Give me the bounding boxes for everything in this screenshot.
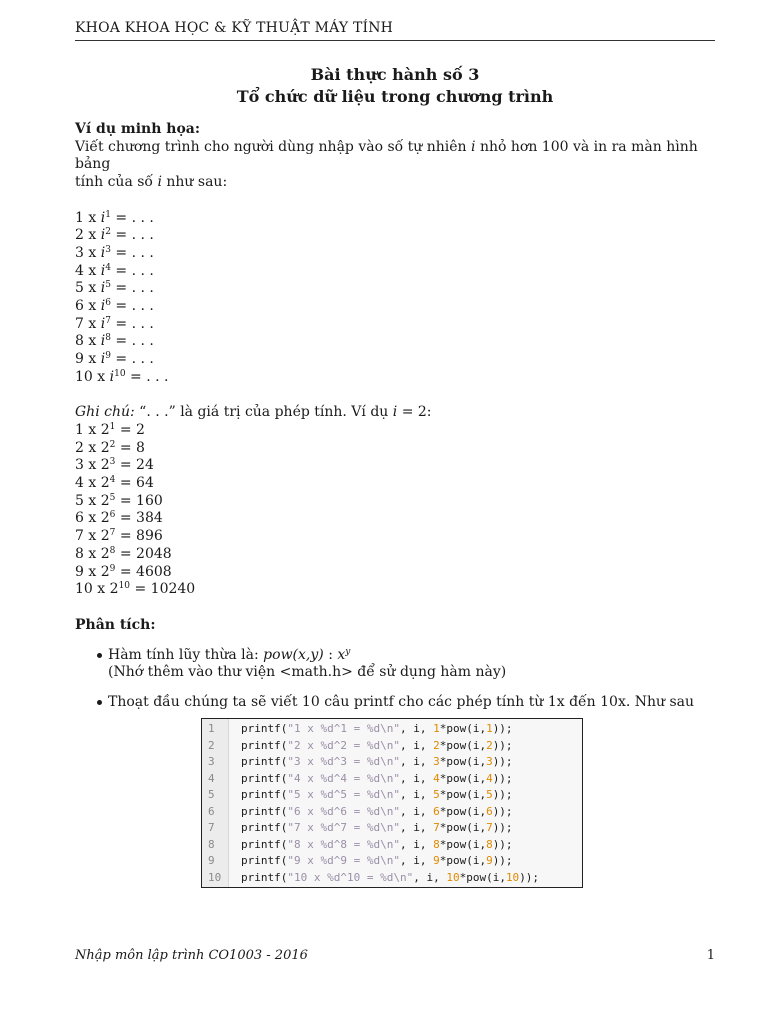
code-text xyxy=(241,870,539,887)
multiplier: 7 xyxy=(75,315,84,332)
line-number: 6 xyxy=(208,804,215,818)
code-function: printf( xyxy=(241,837,288,851)
code-number: 3 xyxy=(486,755,493,768)
code-number: 7 xyxy=(486,821,493,834)
multiplier: 2 xyxy=(75,439,84,456)
exponent: 9 xyxy=(109,563,116,574)
example-results xyxy=(75,422,715,599)
code-number: 5 xyxy=(433,788,440,801)
note-text-a: “. . .” là giá trị của phép tính. Ví dụ xyxy=(139,404,389,421)
times-sign: x xyxy=(97,581,106,598)
template-line xyxy=(75,351,715,369)
result-line: 2 x $2^2 = 8$ xyxy=(75,439,145,456)
times-sign: x xyxy=(88,421,97,438)
multiplier: 5 xyxy=(75,280,84,297)
code-args: , i, xyxy=(399,771,434,785)
code-number: 2 xyxy=(486,738,493,752)
code-string: "3 x %d^3 = %d\n" xyxy=(287,755,400,768)
code-args: , i, xyxy=(413,870,447,884)
multiplier: 7 xyxy=(75,528,84,545)
var-i: i xyxy=(100,209,106,226)
code-snippet xyxy=(201,718,583,888)
code-pow-call: *pow(i, xyxy=(459,870,506,884)
code-number: 9 xyxy=(486,854,493,867)
times-sign: x xyxy=(88,510,97,527)
bullet2-text: Thoạt đầu chúng ta sẽ viết 10 câu printf cho các phép tính từ 1x đến 10x. Như sau xyxy=(108,694,695,711)
times-sign: x xyxy=(88,457,97,474)
title-line-1: Bài thực hành số 3 xyxy=(310,65,480,84)
code-number: 10 xyxy=(446,870,460,884)
template-line xyxy=(75,369,715,387)
equals-dots: = . . . xyxy=(115,244,154,261)
result-value: 4608 xyxy=(136,563,172,580)
exponent: 5 xyxy=(105,280,111,291)
code-number: 9 xyxy=(433,854,440,867)
code-pow-call: *pow(i, xyxy=(439,771,487,785)
code-number: 6 xyxy=(433,804,440,818)
code-pow-call: *pow(i, xyxy=(439,755,487,768)
times-sign: x xyxy=(88,492,97,509)
code-line xyxy=(202,837,582,854)
code-args: , i, xyxy=(399,738,434,752)
code-text xyxy=(241,837,513,854)
base: 2 xyxy=(109,581,119,598)
line-number: 8 xyxy=(208,837,215,851)
code-number: 1 xyxy=(433,722,440,735)
code-line xyxy=(202,787,582,804)
multiplier: 10 xyxy=(75,581,93,598)
template-line xyxy=(75,210,715,228)
equals-dots: = . . . xyxy=(115,333,154,350)
exponent: 9 xyxy=(105,351,111,362)
code-end: )); xyxy=(519,870,540,884)
base: 2 xyxy=(100,563,110,580)
code-string: "1 x %d^1 = %d\n" xyxy=(287,722,400,735)
times-sign: x xyxy=(88,439,97,456)
power-base: x xyxy=(337,646,346,663)
multiplier: 6 xyxy=(75,510,84,527)
document-body xyxy=(75,121,715,724)
equals-dots: = . . . xyxy=(115,351,154,368)
list-item xyxy=(75,647,715,682)
result-value: 896 xyxy=(136,528,163,545)
multiplier: 3 xyxy=(75,244,84,261)
var-i: i xyxy=(100,244,106,261)
multiplier: 2 xyxy=(75,227,84,244)
var-i: i xyxy=(471,138,476,155)
equals-dots: = . . . xyxy=(115,315,154,332)
template-line xyxy=(75,245,715,263)
code-number: 8 xyxy=(433,837,440,851)
base: 2 xyxy=(100,475,110,492)
times-sign: x xyxy=(88,244,97,261)
intro-text-4: như sau: xyxy=(166,174,228,191)
code-args: , i, xyxy=(399,804,434,818)
multiplier: 4 xyxy=(75,262,84,279)
exponent: 7 xyxy=(109,528,116,539)
result-line: 5 x $2^5 = 160$ xyxy=(75,492,163,509)
code-line xyxy=(202,738,582,755)
exponent: 4 xyxy=(105,262,111,273)
times-sign: x xyxy=(88,209,97,226)
code-string: "7 x %d^7 = %d\n" xyxy=(287,821,400,834)
code-args: , i, xyxy=(399,755,434,768)
code-args: , i, xyxy=(399,854,434,867)
code-number: 8 xyxy=(486,837,493,851)
multiplier: 1 xyxy=(75,421,84,438)
intro-text-2: nhỏ hơn 100 và in ra màn hình bảng xyxy=(75,138,698,173)
code-string: "4 x %d^4 = %d\n" xyxy=(287,771,400,785)
example-intro xyxy=(75,139,715,174)
code-pow-call: *pow(i, xyxy=(439,722,487,735)
code-line xyxy=(202,804,582,821)
var-i: i xyxy=(100,262,106,279)
base: 2 xyxy=(100,528,110,545)
exponent: 6 xyxy=(109,510,116,521)
code-function: printf( xyxy=(241,771,288,785)
result-line: 1 x $2^1 = 2$ xyxy=(75,421,145,438)
exponent: 1 xyxy=(105,209,111,220)
code-string: "2 x %d^2 = %d\n" xyxy=(287,738,400,752)
document-title xyxy=(75,64,715,108)
exponent: 4 xyxy=(109,475,116,486)
template-line xyxy=(75,333,715,351)
code-end: )); xyxy=(492,821,513,834)
code-function: printf( xyxy=(241,722,288,735)
intro-text-3: tính của số xyxy=(75,174,153,191)
result-value: 384 xyxy=(136,510,163,527)
exponent: 6 xyxy=(105,298,111,309)
bullet-icon xyxy=(97,700,102,705)
page-header: KHOA KHOA HỌC & KỸ THUẬT MÁY TÍNH xyxy=(75,20,394,36)
result-value: 10240 xyxy=(150,581,196,598)
line-number: 3 xyxy=(208,755,215,768)
base: 2 xyxy=(100,545,110,562)
result-line: 4 x $2^4 = 64$ xyxy=(75,475,154,492)
var-i: i xyxy=(100,315,106,332)
bullet1-note: (Nhớ thêm vào thư viện <math.h> để sử dụng hàm này) xyxy=(108,664,507,681)
exponent: 10 xyxy=(118,581,131,592)
multiplier: 8 xyxy=(75,333,84,350)
result-value: 24 xyxy=(136,457,154,474)
template-line xyxy=(75,280,715,298)
times-sign: x xyxy=(88,475,97,492)
result-value: 2 xyxy=(136,421,145,438)
exponent: 1 xyxy=(109,421,116,432)
template-line xyxy=(75,263,715,281)
analysis-heading: Phân tích: xyxy=(75,616,156,633)
base: 2 xyxy=(100,492,110,509)
var-i: i xyxy=(157,174,162,191)
code-pow-call: *pow(i, xyxy=(439,854,487,867)
code-function: printf( xyxy=(241,755,288,768)
page-number: 1 xyxy=(706,948,715,963)
code-line xyxy=(202,853,582,870)
code-line xyxy=(202,820,582,837)
code-line xyxy=(202,771,582,788)
code-end: )); xyxy=(492,755,513,768)
line-number: 10 xyxy=(208,870,222,884)
code-text xyxy=(241,771,513,788)
code-text xyxy=(241,804,513,821)
multiplier: 10 xyxy=(75,368,93,385)
note-text-b: = 2: xyxy=(401,404,432,421)
code-end: )); xyxy=(492,722,513,735)
template-lines xyxy=(75,210,715,387)
multiplier: 8 xyxy=(75,545,84,562)
exponent: 3 xyxy=(109,457,116,468)
bullet-icon xyxy=(97,653,102,658)
code-number: 4 xyxy=(486,771,493,785)
code-function: printf( xyxy=(241,870,288,884)
var-i: i xyxy=(100,298,106,315)
code-function: printf( xyxy=(241,738,288,752)
code-line xyxy=(202,870,582,887)
code-pow-call: *pow(i, xyxy=(439,804,487,818)
bullet1-colon: : xyxy=(328,646,333,663)
exponent: 3 xyxy=(105,244,111,255)
times-sign: x xyxy=(88,227,97,244)
code-end: )); xyxy=(492,804,513,818)
code-number: 3 xyxy=(433,755,440,768)
code-number: 4 xyxy=(433,771,440,785)
code-pow-call: *pow(i, xyxy=(439,837,487,851)
var-i: i xyxy=(100,351,106,368)
multiplier: 9 xyxy=(75,563,84,580)
example-intro-line-2 xyxy=(75,174,715,192)
var-i: i xyxy=(392,404,398,421)
code-end: )); xyxy=(492,788,513,801)
result-line: 6 x $2^6 = 384$ xyxy=(75,510,163,527)
var-i: i xyxy=(100,333,106,350)
exponent: 5 xyxy=(109,492,116,503)
exponent: 10 xyxy=(114,368,126,379)
header-divider xyxy=(75,40,715,41)
code-number: 7 xyxy=(433,821,440,834)
code-string: "10 x %d^10 = %d\n" xyxy=(287,870,414,884)
code-number: 2 xyxy=(433,738,440,752)
code-number: 1 xyxy=(486,722,493,735)
result-line: 3 x $2^3 = 24$ xyxy=(75,457,154,474)
times-sign: x xyxy=(97,368,106,385)
var-i: i xyxy=(109,368,115,385)
code-number: 5 xyxy=(486,788,493,801)
bullet1-text: Hàm tính lũy thừa là: xyxy=(108,646,259,663)
document-page xyxy=(75,0,715,1024)
multiplier: 6 xyxy=(75,298,84,315)
code-function: printf( xyxy=(241,804,288,818)
code-string: "9 x %d^9 = %d\n" xyxy=(287,854,400,867)
equals-dots: = . . . xyxy=(115,209,154,226)
times-sign: x xyxy=(88,333,97,350)
base: 2 xyxy=(100,457,110,474)
equals-dots: = . . . xyxy=(115,262,154,279)
code-args: , i, xyxy=(399,788,434,801)
code-function: printf( xyxy=(241,854,288,867)
code-string: "8 x %d^8 = %d\n" xyxy=(287,837,400,851)
result-value: 64 xyxy=(136,475,154,492)
base: 2 xyxy=(100,421,110,438)
exponent: 2 xyxy=(105,227,111,238)
var-i: i xyxy=(100,227,106,244)
result-line: 10 x $2^{10} = 10240$ xyxy=(75,581,196,598)
base: 2 xyxy=(100,439,110,456)
code-args: , i, xyxy=(399,821,434,834)
multiplier: 4 xyxy=(75,475,84,492)
times-sign: x xyxy=(88,262,97,279)
footer-course: Nhập môn lập trình CO1003 - 2016 xyxy=(75,948,308,963)
code-number: 6 xyxy=(486,804,493,818)
line-number: 1 xyxy=(208,722,215,735)
times-sign: x xyxy=(88,315,97,332)
note-intro xyxy=(75,404,715,422)
code-end: )); xyxy=(492,771,513,785)
code-function: printf( xyxy=(241,821,288,834)
code-text xyxy=(241,738,513,755)
code-line xyxy=(202,754,582,771)
list-item xyxy=(75,694,715,712)
line-number: 2 xyxy=(208,738,215,752)
times-sign: x xyxy=(88,351,97,368)
code-function: printf( xyxy=(241,788,288,801)
template-line xyxy=(75,298,715,316)
power-expression xyxy=(337,647,350,663)
code-end: )); xyxy=(492,738,513,752)
result-line: 7 x $2^7 = 896$ xyxy=(75,528,163,545)
code-text xyxy=(241,721,513,738)
multiplier: 3 xyxy=(75,457,84,474)
times-sign: x xyxy=(88,545,97,562)
var-i: i xyxy=(100,280,106,297)
line-number: 7 xyxy=(208,821,215,834)
line-number: 5 xyxy=(208,788,215,801)
code-args: , i, xyxy=(399,722,434,735)
code-pow-call: *pow(i, xyxy=(439,788,487,801)
template-line xyxy=(75,227,715,245)
note-label: Ghi chú: xyxy=(75,404,135,421)
line-number: 4 xyxy=(208,771,215,785)
code-string: "5 x %d^5 = %d\n" xyxy=(287,788,400,801)
equals-dots: = . . . xyxy=(130,368,169,385)
code-text xyxy=(241,787,513,804)
code-end: )); xyxy=(492,837,513,851)
exponent: 8 xyxy=(105,333,111,344)
result-line: 8 x $2^8 = 2048$ xyxy=(75,545,172,562)
code-text xyxy=(241,853,513,870)
times-sign: x xyxy=(88,528,97,545)
code-text xyxy=(241,754,513,771)
template-line xyxy=(75,316,715,334)
code-end: )); xyxy=(492,854,513,867)
code-line xyxy=(202,721,582,738)
result-value: 8 xyxy=(136,439,145,456)
pow-function: pow(x,y) xyxy=(263,646,324,663)
times-sign: x xyxy=(88,563,97,580)
analysis-list xyxy=(75,647,715,712)
multiplier: 5 xyxy=(75,492,84,509)
intro-text-1: Viết chương trình cho người dùng nhập vào số tự nhiên xyxy=(75,138,467,155)
result-value: 160 xyxy=(136,492,163,509)
code-args: , i, xyxy=(399,837,434,851)
equals-dots: = . . . xyxy=(115,280,154,297)
equals-dots: = . . . xyxy=(115,298,154,315)
exponent: 2 xyxy=(109,439,116,450)
code-text xyxy=(241,820,513,837)
code-number: 10 xyxy=(505,870,520,884)
code-string: "6 x %d^6 = %d\n" xyxy=(287,804,400,818)
code-pow-call: *pow(i, xyxy=(439,821,487,834)
line-number: 9 xyxy=(208,854,215,867)
times-sign: x xyxy=(88,298,97,315)
result-value: 2048 xyxy=(136,545,172,562)
code-pow-call: *pow(i, xyxy=(439,738,487,752)
times-sign: x xyxy=(88,280,97,297)
multiplier: 9 xyxy=(75,351,84,368)
exponent: 8 xyxy=(109,545,116,556)
example-heading: Ví dụ minh họa: xyxy=(75,121,201,137)
base: 2 xyxy=(100,510,110,527)
result-line: 9 x $2^9 = 4608$ xyxy=(75,563,172,580)
multiplier: 1 xyxy=(75,209,84,226)
exponent: 7 xyxy=(105,315,111,326)
power-exponent: y xyxy=(345,646,351,657)
title-line-2: Tổ chức dữ liệu trong chương trình xyxy=(236,87,554,106)
equals-dots: = . . . xyxy=(115,227,154,244)
